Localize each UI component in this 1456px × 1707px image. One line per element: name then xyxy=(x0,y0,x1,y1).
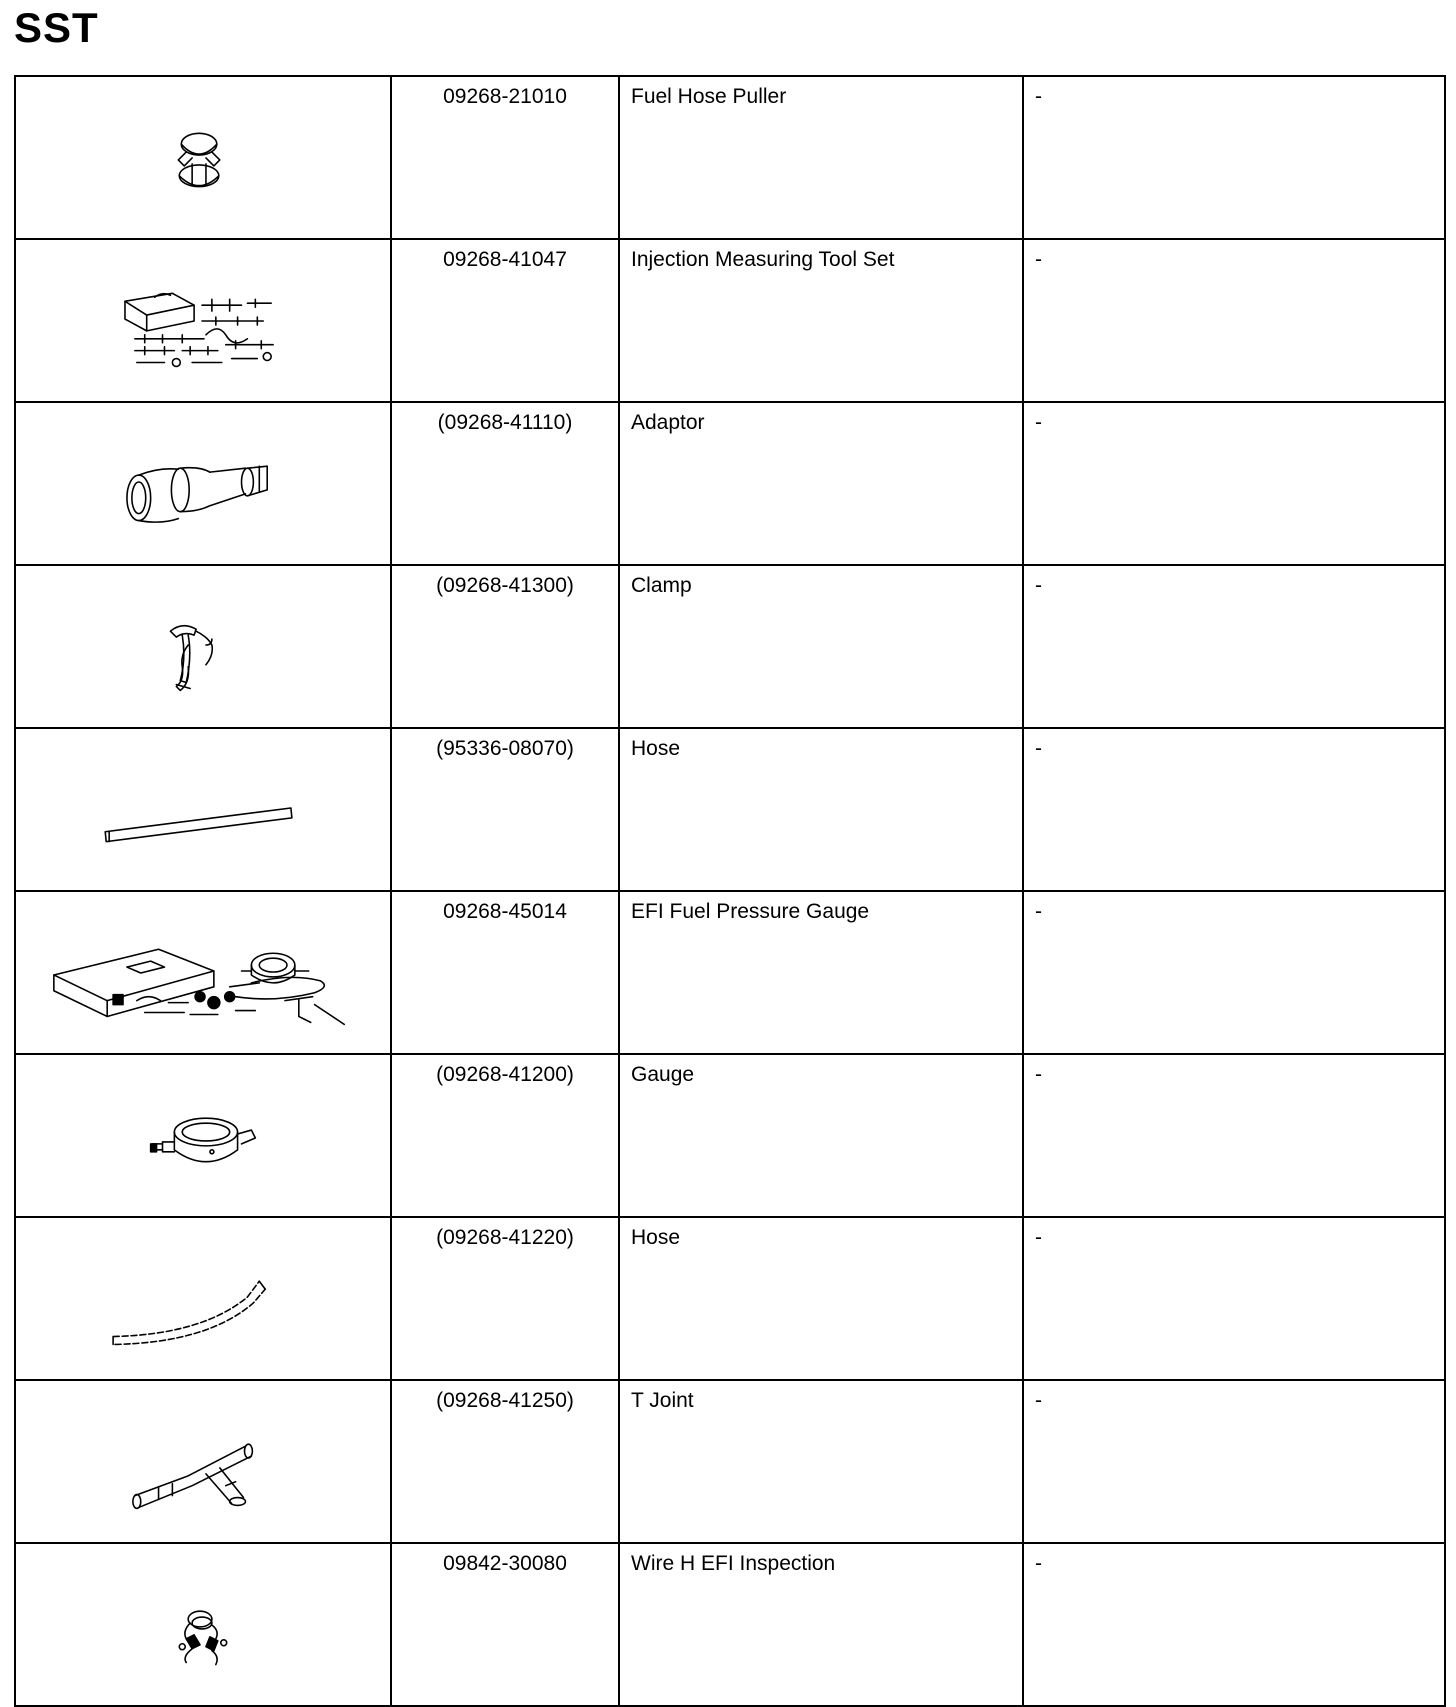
part-number: (09268-41220) xyxy=(391,1217,619,1380)
wire-icon xyxy=(16,1544,390,1705)
tool-name: Wire H EFI Inspection xyxy=(619,1543,1023,1706)
tool-name: Hose xyxy=(619,728,1023,891)
part-number: 09268-21010 xyxy=(391,76,619,239)
page-title: SST xyxy=(14,4,99,51)
part-number: (09268-41250) xyxy=(391,1380,619,1543)
tool-name: Injection Measuring Tool Set xyxy=(619,239,1023,402)
straight-hose-icon xyxy=(16,729,390,890)
part-number: (09268-41200) xyxy=(391,1054,619,1217)
gauge-kit-icon xyxy=(16,892,390,1053)
tool-name: Gauge xyxy=(619,1054,1023,1217)
table-row xyxy=(15,1217,1445,1380)
tool-image-cell xyxy=(15,1217,391,1380)
tool-image-cell xyxy=(15,402,391,565)
curved-hose-icon xyxy=(16,1218,390,1379)
table-row xyxy=(15,1054,1445,1217)
tool-note: - xyxy=(1023,728,1445,891)
clamp-icon xyxy=(16,566,390,727)
t-joint-icon xyxy=(16,1381,390,1542)
part-number: 09268-41047 xyxy=(391,239,619,402)
tool-name: T Joint xyxy=(619,1380,1023,1543)
tool-note: - xyxy=(1023,76,1445,239)
part-number: 09842-30080 xyxy=(391,1543,619,1706)
gauge-icon xyxy=(16,1055,390,1216)
tool-image-cell xyxy=(15,76,391,239)
part-number: (09268-41110) xyxy=(391,402,619,565)
table-row xyxy=(15,402,1445,565)
tool-image-cell xyxy=(15,239,391,402)
tool-note: - xyxy=(1023,1380,1445,1543)
adaptor-icon xyxy=(16,403,390,564)
tool-set-icon xyxy=(16,240,390,401)
table-row xyxy=(15,239,1445,402)
table-row xyxy=(15,565,1445,728)
table-row xyxy=(15,76,1445,239)
tool-image-cell xyxy=(15,565,391,728)
tool-image-cell xyxy=(15,1543,391,1706)
tool-note: - xyxy=(1023,402,1445,565)
tool-name: Fuel Hose Puller xyxy=(619,76,1023,239)
part-number: (09268-41300) xyxy=(391,565,619,728)
tool-name: Hose xyxy=(619,1217,1023,1380)
tool-note: - xyxy=(1023,1217,1445,1380)
tool-name: Clamp xyxy=(619,565,1023,728)
fuel-hose-puller-icon xyxy=(16,77,390,238)
part-number: (95336-08070) xyxy=(391,728,619,891)
tool-name: Adaptor xyxy=(619,402,1023,565)
table-row xyxy=(15,1543,1445,1706)
tool-note: - xyxy=(1023,891,1445,1054)
sst-table xyxy=(14,75,1446,1707)
tool-image-cell xyxy=(15,728,391,891)
tool-image-cell xyxy=(15,891,391,1054)
tool-note: - xyxy=(1023,239,1445,402)
tool-name: EFI Fuel Pressure Gauge xyxy=(619,891,1023,1054)
part-number: 09268-45014 xyxy=(391,891,619,1054)
tool-image-cell xyxy=(15,1380,391,1543)
table-row xyxy=(15,891,1445,1054)
tool-note: - xyxy=(1023,565,1445,728)
tool-image-cell xyxy=(15,1054,391,1217)
table-row xyxy=(15,1380,1445,1543)
table-row xyxy=(15,728,1445,891)
tool-note: - xyxy=(1023,1054,1445,1217)
tool-note: - xyxy=(1023,1543,1445,1706)
